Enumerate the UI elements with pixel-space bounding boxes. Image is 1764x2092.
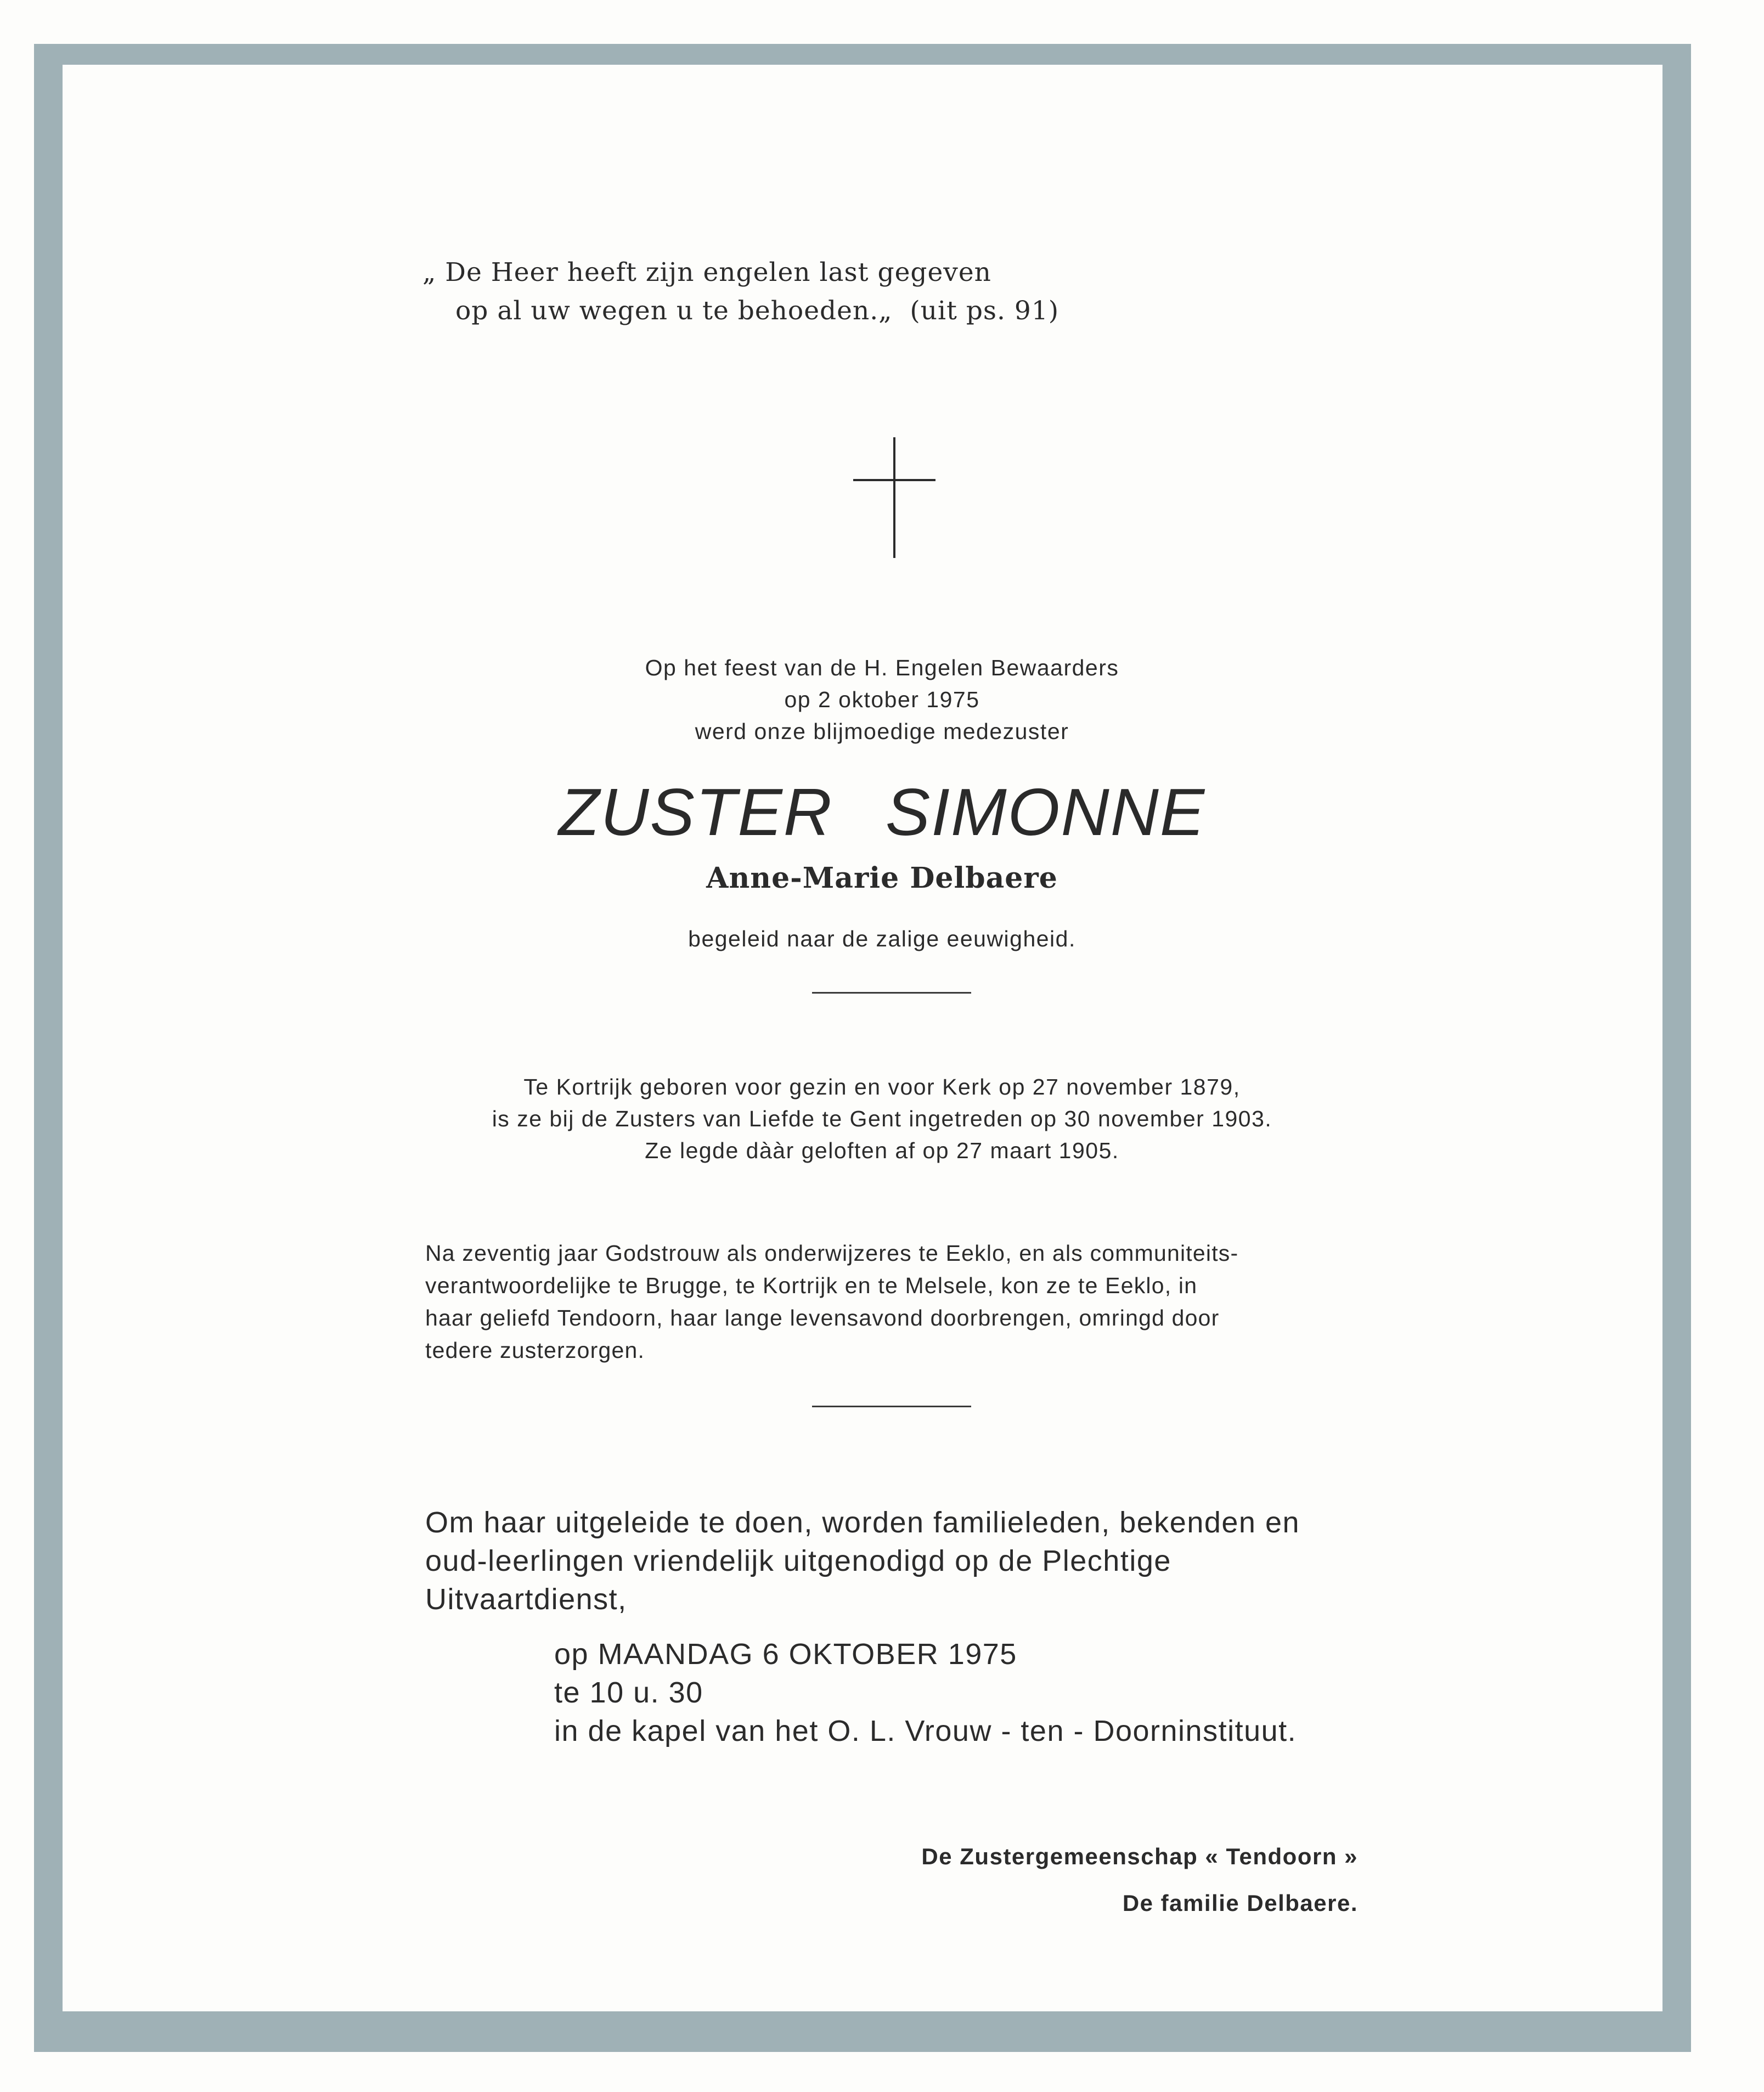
- funeral-invitation: [425, 1503, 1300, 1619]
- paragraph-line-4: tedere zusterzorgen.: [425, 1338, 645, 1363]
- bio-line-2: is ze bij de Zusters van Liefde te Gent ingetreden op 30 november 1903.: [492, 1106, 1272, 1131]
- invitation-line-1: Om haar uitgeleide te doen, worden familieleden, bekenden en: [425, 1506, 1300, 1539]
- bio-line-3: Ze legde dààr geloften af op 27 maart 1905.: [645, 1138, 1119, 1163]
- service-place: in de kapel van het O. L. Vrouw - ten - Doorninstituut.: [554, 1715, 1297, 1747]
- latin-cross-icon: [853, 437, 935, 558]
- paragraph-line-3: haar geliefd Tendoorn, haar lange levensavond doorbrengen, omringd door: [425, 1305, 1220, 1330]
- divider-rule: [812, 1406, 971, 1407]
- quote-line-2: op al uw wegen u te behoeden.„ (uit ps. 91): [455, 296, 1059, 326]
- divider-rule: [812, 992, 971, 994]
- bio-line-1: Te Kortrijk geboren voor gezin en voor Kerk op 27 november 1879,: [523, 1074, 1241, 1099]
- paragraph-line-2: verantwoordelijke te Brugge, te Kortrijk en te Melsele, kon ze te Eeklo, in: [425, 1273, 1198, 1298]
- invitation-line-2: oud-leerlingen vriendelijk uitgenodigd op de Plechtige: [425, 1544, 1171, 1577]
- accompanied-text: begeleid naar de zalige eeuwigheid.: [688, 926, 1076, 951]
- service-details: [554, 1635, 1297, 1750]
- religious-name-heading: ZUSTER SIMONNE: [558, 775, 1206, 849]
- signature-family: De familie Delbaere.: [1122, 1890, 1358, 1916]
- biography: [0, 1071, 1764, 1166]
- civil-name: Anne-Marie Delbaere: [706, 861, 1058, 895]
- service-time: te 10 u. 30: [554, 1676, 703, 1709]
- life-paragraph: [425, 1237, 1358, 1367]
- quote-line-1: „ De Heer heeft zijn engelen last gegeven: [422, 257, 991, 287]
- intro-line-3: werd onze blijmoedige medezuster: [695, 719, 1069, 744]
- invitation-line-3: Uitvaartdienst,: [425, 1583, 627, 1616]
- psalm-quote: [422, 253, 1059, 330]
- intro-line-1: Op het feest van de H. Engelen Bewaarders: [645, 655, 1119, 680]
- intro-line-2: op 2 oktober 1975: [784, 687, 980, 712]
- signature-community: De Zustergemeenschap « Tendoorn »: [921, 1843, 1358, 1869]
- service-date: op MAANDAG 6 OKTOBER 1975: [554, 1638, 1017, 1671]
- intro-text: [0, 652, 1764, 747]
- paragraph-line-1: Na zeventig jaar Godstrouw als onderwijzeres te Eeklo, en als communiteits-: [425, 1240, 1239, 1266]
